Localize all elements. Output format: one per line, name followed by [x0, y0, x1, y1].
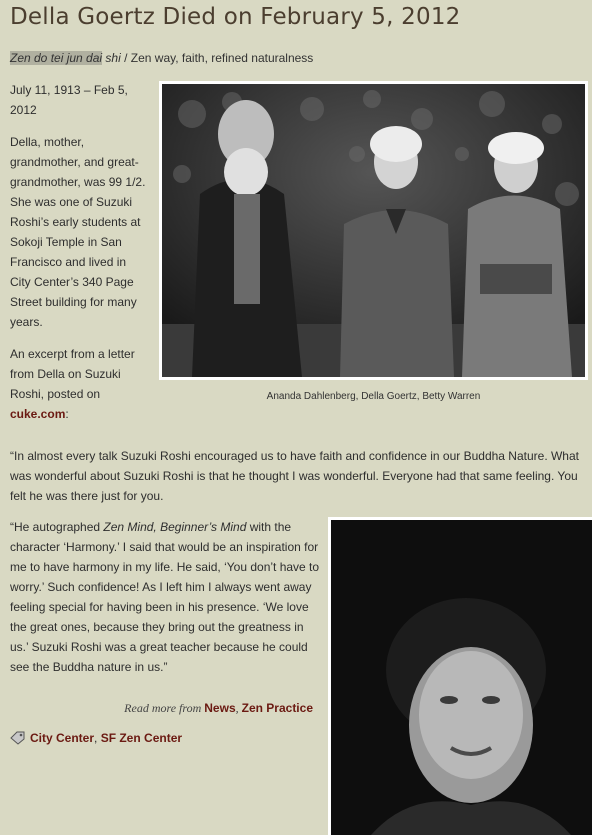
quote-paragraph-2	[10, 517, 320, 677]
category-link-news[interactable]: News	[204, 701, 236, 715]
read-more-separator: ,	[235, 701, 242, 715]
bio-paragraph: Della, mother, grandmother, and great-grandmother, was 99 1/2. She was one of Suzuki Roshi’s early students at Sokoji Temple in San Francisco and lived in City Center’s 340 Page Street building for many years.	[10, 135, 146, 329]
group-photo-image	[162, 84, 585, 377]
tagline-separator: /	[120, 51, 131, 65]
excerpt-intro	[10, 344, 150, 424]
tagline-japanese-rest: shi	[102, 51, 121, 65]
tagline-english: Zen way, faith, refined naturalness	[130, 51, 314, 65]
portrait-photo	[328, 517, 592, 835]
photo-caption: Ananda Dahlenberg, Della Goertz, Betty Warren	[266, 391, 481, 402]
book-title: Zen Mind, Beginner’s Mind	[103, 520, 247, 534]
tag-separator: ,	[94, 731, 101, 745]
excerpt-colon: :	[65, 407, 69, 421]
cuke-link[interactable]: cuke.com	[10, 407, 66, 421]
group-photo-illustration	[162, 84, 585, 377]
post-tags	[10, 731, 182, 748]
read-more	[10, 701, 313, 716]
quote2-pre: “He autographed	[10, 520, 104, 534]
tag-link-city-center[interactable]: City Center	[30, 731, 95, 745]
portrait-photo-image	[331, 520, 592, 835]
category-link-zen-practice[interactable]: Zen Practice	[241, 701, 313, 715]
tag-icon	[10, 731, 26, 748]
tag-link-sf-zen-center[interactable]: SF Zen Center	[100, 731, 183, 745]
quote2-post: with the character ‘Harmony.’ I said that would be an inspiration for me to have harmony in my life. He said, ‘You don’t have to worry.’ Such confidence! As I left him I always went away feeling special for having been in his presence. ‘We love the great ones, because they bring out the greatness in us.’ Suzuki Roshi was a great teacher because he could see the Buddha nature in us.”	[10, 520, 320, 674]
quote-paragraph-1: “In almost every talk Suzuki Roshi encouraged us to have faith and confidence in our Buddha Nature. What was wonderful about Suzuki Roshi is that he thought I was wonderful. Everyone had that same feeling. You felt he was there just for you.	[10, 449, 579, 503]
tagline	[10, 51, 313, 65]
life-dates: July 11, 1913 – Feb 5, 2012	[10, 83, 128, 117]
tagline-japanese-highlight: Zen do tei jun dai	[10, 51, 103, 65]
post-title: Della Goertz Died on February 5, 2012	[10, 4, 461, 30]
intro-column	[10, 80, 150, 436]
portrait-illustration	[331, 520, 592, 835]
group-photo	[159, 81, 588, 380]
excerpt-intro-text: An excerpt from a letter from Della on Suzuki Roshi, posted on	[10, 347, 135, 401]
read-more-prefix: Read more from	[124, 701, 205, 715]
